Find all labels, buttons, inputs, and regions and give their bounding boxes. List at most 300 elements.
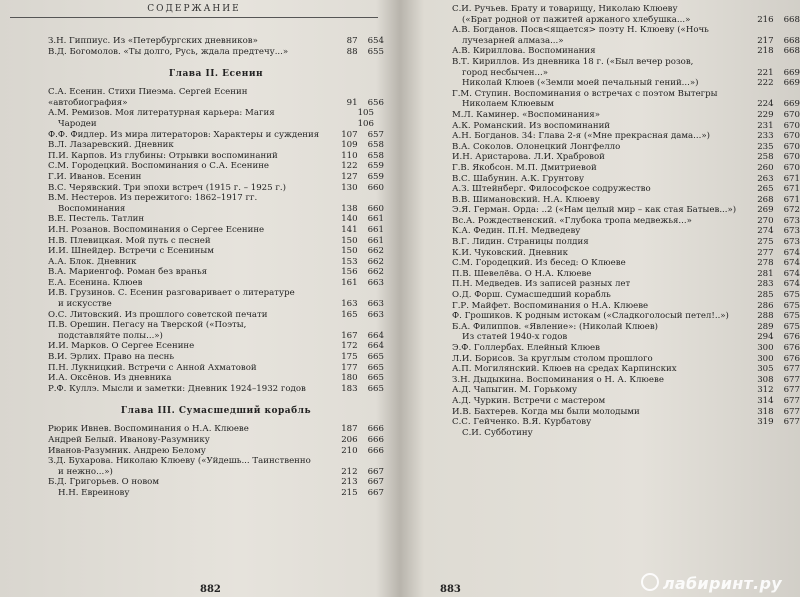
entry-note-page: 676 (783, 332, 800, 343)
toc-entry (48, 267, 384, 278)
entry-text: Л.И. Борисов. За круглым столом прошлого (452, 353, 653, 364)
toc-entry (452, 290, 800, 301)
entry-text: И.В. Бахтерев. Когда мы были молодыми (452, 406, 640, 417)
entry-text: М.Л. Каминер. «Воспоминания» (452, 109, 600, 120)
entry-note-page: 668 (783, 46, 800, 57)
entry-page: 286 (757, 300, 774, 311)
entry-page-numbers (740, 375, 800, 386)
entry-page-numbers (740, 248, 800, 259)
entry-text: П.Н. Лукницкий. Встречи с Анной Ахматовой (48, 362, 257, 373)
entry-note-page: 661 (367, 214, 384, 225)
entry-note-page: 662 (367, 256, 384, 267)
entry-page-numbers (324, 424, 384, 435)
entry-text: Э.Я. Герман. Орда: ..2 («Нам целый мир – как стая Батыев...») (452, 205, 737, 216)
entry-page-numbers (740, 78, 800, 89)
entry-page-numbers (740, 99, 800, 110)
entry-text: В.Д. Богомолов. «Ты долго, Русь, ждала предтечу...» (48, 46, 289, 57)
toc-entry (452, 322, 800, 333)
entry-note-page: 660 (367, 182, 384, 193)
entry-page: 235 (757, 141, 774, 152)
entry-text: В.И. Эрлих. Право на песнь (48, 352, 175, 363)
entry-page-numbers (324, 435, 384, 446)
entry-page-numbers (324, 446, 384, 457)
entry-note-page: 663 (367, 277, 384, 288)
entry-note-page: 667 (367, 477, 384, 488)
entry-page: 87 (346, 36, 358, 46)
toc-entry (48, 130, 384, 141)
entry-text: А.В. Кириллова. Воспоминания (452, 46, 596, 57)
toc-entry (48, 446, 384, 457)
entry-note-page: 667 (367, 487, 384, 498)
entry-page-numbers (740, 195, 800, 206)
entry-text: С.И. Субботину (462, 427, 533, 438)
entry-note-page: 665 (367, 362, 384, 373)
toc-entry (452, 301, 800, 312)
entry-text: А.Д. Чуркин. Встречи с мастером (452, 395, 606, 406)
entry-page: 269 (757, 205, 774, 216)
entry-page: 218 (757, 46, 774, 57)
entry-note-page: 674 (783, 258, 800, 269)
entry-page-numbers (324, 310, 384, 321)
entry-page-numbers (740, 290, 800, 301)
entry-text: Чародеи (58, 118, 97, 129)
toc-entry (48, 172, 384, 183)
entry-note-page: 674 (783, 247, 800, 258)
entry-note-page: 664 (367, 341, 384, 352)
entry-page-numbers (740, 385, 800, 396)
entry-note-page: 675 (783, 321, 800, 332)
entry-text: Э.Ф. Голлербах. Елейный Клюев (452, 343, 600, 353)
entry-page: 153 (341, 256, 358, 267)
entry-page: 268 (757, 194, 774, 205)
entry-note-page: 677 (783, 417, 800, 428)
entry-page: 105 (357, 108, 374, 119)
entry-note-page: 676 (783, 353, 800, 364)
entry-text: С.А. Есенин. Стихи Пиеэма. Сергей Есенин «автобиография» (48, 87, 248, 108)
entry-page: 221 (757, 67, 774, 78)
entry-text: И.И. Шнейдер. Встречи с Есениным (48, 246, 214, 257)
toc-entry (48, 320, 384, 341)
entry-page: 88 (346, 46, 358, 57)
entry-text: С.С. Гейченко. В.Я. Курбатову (452, 417, 592, 428)
entry-text: В.А. Соколов. Олонецкий Лонгфелло (452, 141, 621, 152)
entry-page-numbers (740, 407, 800, 418)
entry-page: 163 (341, 299, 358, 310)
toc-entry (452, 258, 800, 269)
entry-text: Николаем Клюевым (462, 99, 554, 110)
entry-text: А.З. Штейнберг. Философское содружество (452, 184, 651, 195)
entry-text: В.Г. Лидин. Страницы полдия (452, 237, 589, 248)
entry-page-numbers (740, 279, 800, 290)
entry-page-numbers (324, 384, 384, 395)
entry-page: 300 (757, 343, 774, 353)
entry-text: Ф. Грошиков. К родным истокам («Сладкоголосый петел!..») (452, 311, 729, 322)
entry-text: З.Н. Дыдыкина. Воспоминания о Н. А. Клюеве (452, 374, 664, 385)
entry-page: 206 (341, 435, 358, 445)
entry-page: 187 (341, 424, 358, 435)
entry-page-numbers (740, 68, 800, 79)
entry-page-numbers (324, 119, 384, 130)
entry-page-numbers (740, 322, 800, 333)
toc-entry (48, 193, 384, 214)
entry-text: К.И. Чуковский. Дневник (452, 247, 568, 258)
toc-entry (452, 279, 800, 290)
entry-note-page: 677 (783, 385, 800, 396)
entry-text: П.Н. Медведев. Из записей разных лет (452, 279, 631, 290)
toc-entry (452, 121, 800, 132)
entry-text: А.А. Блок. Дневник (48, 256, 137, 267)
entry-note-page: 670 (783, 152, 800, 163)
entry-page: 312 (757, 385, 774, 396)
entry-page-numbers (324, 130, 384, 141)
toc-entry (452, 4, 800, 25)
entry-text: («Брат родной от пажитей аржаного хлебушка...» (462, 14, 691, 25)
entry-note-page: 665 (367, 373, 384, 384)
entry-note-page: 672 (783, 205, 800, 216)
entry-text: А.П. Могилянский. Клюев на средах Карпинских (452, 364, 677, 375)
entry-page: 229 (757, 109, 774, 120)
toc-entry (48, 257, 384, 268)
entry-page-numbers (740, 258, 800, 269)
entry-text: В.Л. Лазаревский. Дневник (48, 140, 174, 151)
entry-note-page: 669 (783, 99, 800, 110)
entry-page: 150 (341, 235, 358, 246)
entry-page: 270 (757, 215, 774, 226)
entry-text: С.М. Городецкий. Из бесед: О Клюеве (452, 258, 626, 269)
top-entries (48, 36, 384, 57)
entry-page: 314 (757, 395, 774, 406)
entry-page: 150 (341, 246, 358, 257)
entry-page: 278 (757, 258, 774, 269)
entry-note-page: 667 (367, 466, 384, 477)
entry-note-page: 673 (783, 215, 800, 226)
toc-entry (452, 354, 800, 365)
right-entry-list (452, 4, 800, 438)
entry-text: А.М. Ремизов. Моя литературная карьера: Магия (48, 108, 275, 119)
toc-entry (452, 396, 800, 407)
toc-entry (452, 110, 800, 121)
entry-page-numbers (324, 108, 384, 119)
entry-text: И.Н. Аристарова. Л.И. Храбровой (452, 152, 605, 163)
entry-page: 275 (757, 237, 774, 248)
toc-entry (48, 384, 384, 395)
entry-note-page: 671 (783, 184, 800, 195)
entry-page: 215 (341, 487, 358, 498)
entry-text: Андрей Белый. Иванову-Разумнику (48, 435, 210, 445)
toc-entry (48, 341, 384, 352)
entry-page-numbers (740, 301, 800, 312)
entry-page: 213 (341, 477, 358, 488)
entry-text: В.А. Мариенгоф. Роман без вранья (48, 267, 208, 278)
entry-note-page: 656 (367, 97, 384, 108)
entry-text: Ф.Ф. Фидлер. Из мира литераторов: Характеры и суждения (48, 129, 320, 140)
toc-entry (452, 343, 800, 354)
entry-text: Р.Ф. Куллэ. Мысли и заметки: Дневник 1924–1932 годов (48, 383, 306, 394)
entry-note-page: 657 (367, 129, 384, 140)
entry-note-page: 661 (367, 235, 384, 246)
entry-text: А.К. Романский. Из воспоминаний (452, 120, 611, 131)
entry-note-page: 670 (783, 109, 800, 120)
entry-page-numbers (324, 151, 384, 162)
toc-entry (452, 226, 800, 237)
toc-entry (452, 142, 800, 153)
entry-note-page: 674 (783, 279, 800, 290)
entry-note-page: 670 (783, 162, 800, 173)
entry-page-numbers (324, 352, 384, 363)
right-entries (452, 4, 800, 438)
entry-page: 263 (757, 173, 774, 184)
entry-page: 258 (757, 152, 774, 163)
labirint-logo-icon (641, 573, 659, 591)
entry-page-numbers (740, 142, 800, 153)
toc-entry (452, 216, 800, 227)
toc-entry (48, 363, 384, 374)
entry-page-numbers (324, 267, 384, 278)
toc-entry (48, 87, 384, 108)
toc-entry (452, 269, 800, 280)
entry-text: О.С. Литовский. Из прошлого советской печати (48, 309, 268, 320)
entry-text: Г.В. Якобсон. М.П. Дмитриевой (452, 162, 597, 173)
chapter-2-entries (48, 87, 384, 394)
toc-entry (452, 57, 800, 78)
entry-page: 107 (341, 129, 358, 140)
entry-page: 91 (346, 97, 358, 108)
entry-text: Б.А. Филиппов. «Явление»: (Николай Клюев) (452, 321, 659, 332)
toc-entry (48, 310, 384, 321)
entry-page-numbers (740, 121, 800, 132)
entry-page: 138 (341, 203, 358, 214)
entry-note-page: 665 (367, 383, 384, 394)
entry-page: 308 (757, 374, 774, 385)
toc-entry (48, 288, 384, 309)
entry-page: 289 (757, 321, 774, 332)
entry-page-numbers (740, 184, 800, 195)
entry-page-numbers (740, 131, 800, 142)
toc-entry (48, 214, 384, 225)
entry-note-page: 676 (783, 343, 800, 353)
entry-text: З.Н. Гиппиус. Из «Петербургских дневников» (48, 36, 258, 46)
entry-page: 281 (757, 268, 774, 279)
toc-entry (48, 236, 384, 247)
toc-entry (452, 428, 800, 439)
entry-note-page: 668 (783, 35, 800, 46)
toc-entry (452, 248, 800, 259)
entry-text: Вс.А. Рождественский. «Глубока тропа медвежья...» (452, 215, 692, 226)
toc-entry (452, 407, 800, 418)
entry-note-page: 677 (783, 374, 800, 385)
entry-page-numbers (324, 204, 384, 215)
entry-page: 165 (341, 309, 358, 320)
entry-page-numbers (324, 467, 384, 478)
entry-page-numbers (740, 205, 800, 216)
entry-text: лучезарней алмаза...» (462, 35, 564, 46)
entry-page: 122 (341, 161, 358, 172)
toc-entry (452, 332, 800, 343)
entry-text: К.А. Федин. П.Н. Медведеву (452, 226, 581, 237)
entry-page-numbers (324, 36, 384, 47)
entry-page-numbers (324, 373, 384, 384)
entry-text: В.Т. Кириллов. Из дневника 18 г. («Был вечер розов, (452, 56, 694, 67)
entry-note-page: 677 (783, 406, 800, 417)
toc-entry (452, 174, 800, 185)
entry-page-numbers (740, 417, 800, 428)
entry-page: 106 (357, 118, 374, 129)
entry-note-page: 666 (367, 435, 384, 445)
entry-note-page: 665 (367, 352, 384, 363)
entry-page: 285 (757, 290, 774, 301)
entry-text: В.С. Черявский. Три эпохи встреч (1915 г. – 1925 г.) (48, 182, 286, 193)
toc-entry (48, 36, 384, 47)
entry-note-page: 655 (367, 46, 384, 57)
entry-page-numbers (324, 183, 384, 194)
page-number: 882 (200, 584, 221, 595)
entry-page-numbers (324, 161, 384, 172)
entry-note-page: 675 (783, 290, 800, 301)
entry-page-numbers (324, 225, 384, 236)
entry-text: Николай Клюев («Земли моей печальный гений...») (462, 78, 699, 89)
entry-text: Н.В. Плевицкая. Мой путь с песней (48, 235, 211, 246)
toc-entry (452, 205, 800, 216)
entry-note-page: 671 (783, 194, 800, 205)
entry-page-numbers (740, 110, 800, 121)
page-number: 883 (440, 584, 461, 595)
entry-page: 110 (341, 150, 358, 161)
entry-page: 141 (341, 224, 358, 235)
entry-text: В.С. Шабунин. А.К. Грунтову (452, 173, 585, 184)
entry-note-page: 673 (783, 237, 800, 248)
entry-page: 224 (757, 99, 774, 110)
entry-page: 180 (341, 373, 358, 384)
entry-page: 167 (341, 330, 358, 341)
entry-page: 216 (757, 14, 774, 25)
entry-note-page: 659 (367, 161, 384, 172)
entry-text: З.Д. Бухарова. Николаю Клюеву («Уйдешь... Таинственно (48, 456, 311, 467)
entry-text: В.В. Шимановский. Н.А. Клюеву (452, 194, 600, 205)
toc-entry (48, 373, 384, 384)
entry-page-numbers (324, 363, 384, 374)
toc-entry (452, 46, 800, 57)
left-page (10, 0, 398, 597)
entry-note-page: 661 (367, 224, 384, 235)
toc-entry (48, 108, 384, 119)
toc-entry (48, 47, 384, 58)
toc-entry (452, 152, 800, 163)
toc-entry (48, 352, 384, 363)
running-head: СОДЕРЖАНИЕ (10, 4, 378, 18)
toc-entry (48, 424, 384, 435)
entry-text: и искусстве (58, 299, 112, 310)
toc-entry (48, 161, 384, 172)
toc-entry (452, 89, 800, 110)
toc-entry (452, 385, 800, 396)
toc-entry (452, 417, 800, 428)
toc-entry (48, 119, 384, 130)
entry-text: Воспоминания (58, 203, 126, 214)
watermark-text: лабиринт.ру (662, 574, 782, 593)
toc-entry (452, 195, 800, 206)
entry-page-numbers (324, 477, 384, 488)
entry-page-numbers (324, 278, 384, 289)
entry-page: 231 (757, 120, 774, 131)
toc-entry (48, 225, 384, 236)
entry-page: 109 (341, 140, 358, 151)
entry-note-page: 658 (367, 150, 384, 161)
entry-page: 130 (341, 182, 358, 193)
entry-text: подставляйте полы...») (58, 330, 163, 341)
entry-page: 217 (757, 35, 774, 46)
entry-page: 288 (757, 311, 774, 322)
toc-entry (48, 183, 384, 194)
entry-note-page: 666 (367, 424, 384, 435)
toc-entry (452, 184, 800, 195)
entry-note-page: 663 (367, 309, 384, 320)
entry-note-page: 666 (367, 445, 384, 456)
entry-text: П.В. Орешин. Пегасу на Тверской («Поэты, (48, 320, 247, 331)
entry-note-page: 675 (783, 311, 800, 322)
entry-page: 300 (757, 353, 774, 364)
entry-page: 210 (341, 445, 358, 456)
toc-entry (452, 311, 800, 322)
entry-note-page: 677 (783, 364, 800, 375)
entry-page-numbers (324, 331, 384, 342)
entry-text: П.И. Карпов. Из глубины: Отрывки воспоминаний (48, 150, 278, 161)
entry-page: 156 (341, 267, 358, 278)
entry-page: 274 (757, 226, 774, 237)
entry-page-numbers (324, 47, 384, 58)
entry-text: А.В. Богданов. Посв<ящается> поэту Н. Клюеву («Ночь (452, 25, 709, 36)
entry-page-numbers (740, 364, 800, 375)
entry-text: Е.А. Есенина. Клюев (48, 277, 143, 288)
entry-text: Н.Н. Евреинову (58, 487, 130, 498)
entry-page-numbers (740, 269, 800, 280)
entry-text: П.В. Шевелёва. О Н.А. Клюеве (452, 268, 592, 279)
toc-entry (452, 364, 800, 375)
toc-entry (452, 131, 800, 142)
entry-text: В.Е. Пестель. Татлин (48, 214, 145, 225)
entry-note-page: 670 (783, 120, 800, 131)
toc-entry (452, 25, 800, 46)
entry-page: 127 (341, 171, 358, 182)
entry-note-page: 669 (783, 78, 800, 89)
chapter-3-title: Глава III. Сумасшедший корабль (120, 406, 312, 417)
entry-page-numbers (740, 311, 800, 322)
entry-note-page: 668 (783, 14, 800, 25)
toc-entry (48, 151, 384, 162)
toc-entry (48, 456, 384, 477)
entry-text: и нежно...») (58, 466, 113, 477)
entry-note-page: 675 (783, 300, 800, 311)
entry-page: 212 (341, 466, 358, 477)
entry-text: Г.И. Иванов. Есенин (48, 171, 142, 182)
toc-entry (48, 477, 384, 488)
entry-page-numbers (740, 226, 800, 237)
entry-note-page: 658 (367, 140, 384, 151)
entry-page: 283 (757, 279, 774, 290)
watermark (641, 573, 782, 593)
entry-note-page: 660 (367, 203, 384, 214)
toc-entry (452, 163, 800, 174)
entry-page-numbers (740, 15, 800, 26)
toc-entry (48, 140, 384, 151)
entry-note-page: 671 (783, 173, 800, 184)
entry-page-numbers (740, 46, 800, 57)
entry-page-numbers (740, 237, 800, 248)
entry-page: 183 (341, 383, 358, 394)
entry-text: Б.Д. Григорьев. О новом (48, 477, 160, 488)
toc-entry (48, 435, 384, 446)
entry-page-numbers (324, 341, 384, 352)
entry-text: Рюрик Ивнев. Воспоминания о Н.А. Клюеве (48, 424, 249, 435)
